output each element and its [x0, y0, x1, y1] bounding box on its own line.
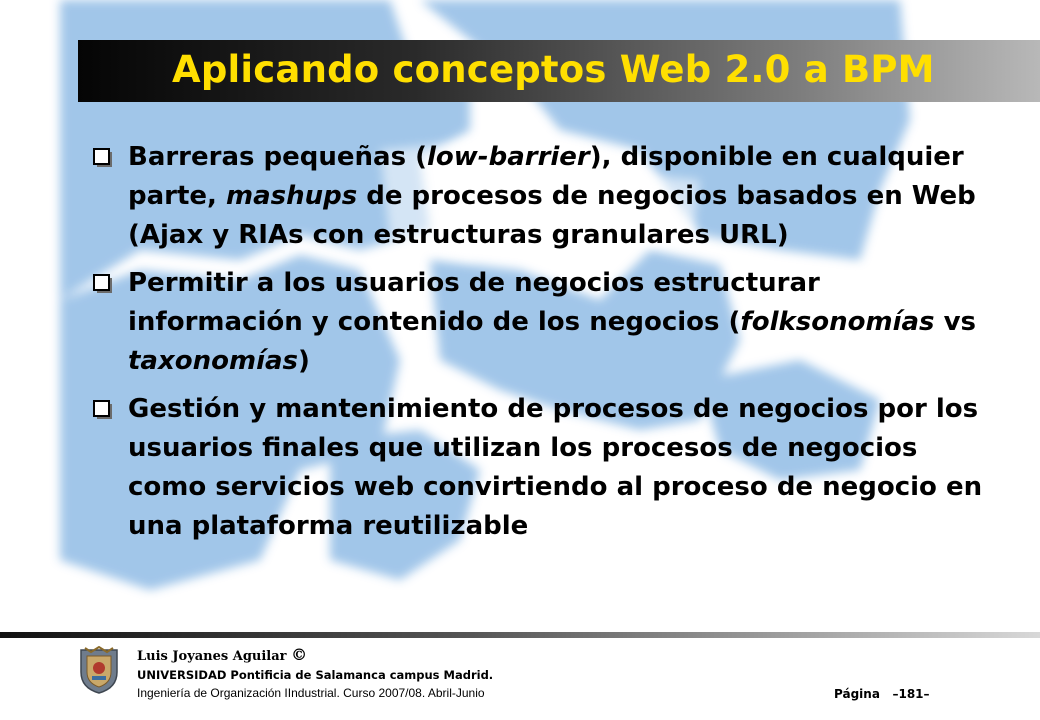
bullet-emphasis-text: folksonomías — [740, 307, 935, 337]
bullet-text: Permitir a los usuarios de negocios estructurar información y contenido de los negocios ( — [128, 268, 820, 337]
bullet-item — [92, 390, 992, 546]
checkbox-icon — [92, 147, 114, 169]
bullet-emphasis-text: taxonomías — [128, 346, 299, 376]
checkbox-icon — [92, 399, 114, 421]
bullet-text: vs — [934, 307, 977, 337]
page-number: Página –181– — [834, 687, 930, 701]
footer-divider — [0, 632, 1040, 638]
bullet-text: Gestión y mantenimiento de procesos de negocios por los usuarios finales que utilizan los procesos de negocios como servicios web convirtiendo al proceso de negocio en una plataforma reutilizable — [128, 394, 983, 541]
bullet-emphasis-text: low-barrier — [427, 142, 590, 172]
footer-author: Luis Joyanes Aguilar © — [137, 645, 308, 664]
bullet-text: Barreras pequeñas ( — [128, 142, 427, 172]
bullet-text: de procesos de negocios basados en Web (Ajax y RIAs con estructuras granulares URL) — [128, 181, 976, 250]
footer-university: UNIVERSIDAD Pontificia de Salamanca campus Madrid. — [137, 668, 494, 682]
slide-title: Aplicando conceptos Web 2.0 a BPM — [172, 48, 935, 91]
footer-course: Ingeniería de Organización IIndustrial. Curso 2007/08. Abril-Junio — [137, 686, 485, 700]
bullet-emphasis-text: mashups — [225, 181, 358, 211]
bullet-text: ) — [298, 346, 310, 376]
bullet-text: ), disponible en cualquier parte, — [128, 142, 964, 211]
checkbox-icon — [92, 273, 114, 295]
bullet-item — [92, 264, 992, 381]
bullet-list — [92, 138, 992, 555]
university-crest-icon — [77, 646, 121, 694]
bullet-item — [92, 138, 992, 255]
